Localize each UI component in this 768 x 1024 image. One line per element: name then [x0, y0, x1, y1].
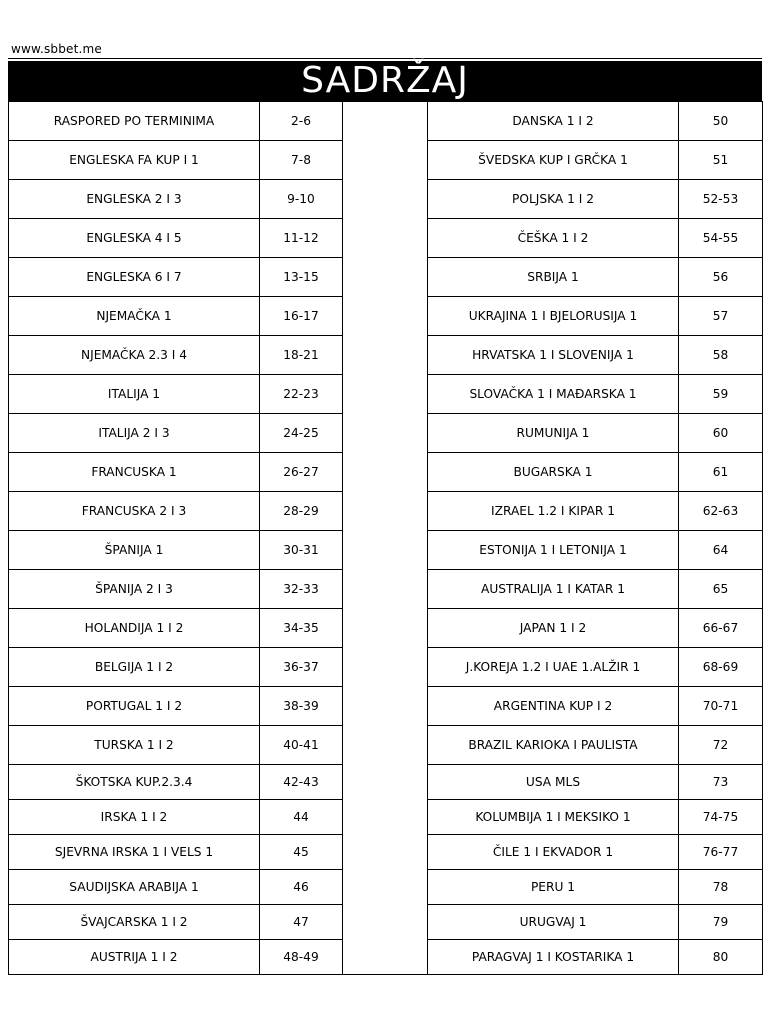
left-section-name: ENGLESKA 6 I 7 — [9, 258, 260, 297]
right-section-pages: 50 — [679, 102, 763, 141]
column-gap — [343, 453, 428, 492]
right-section-name: USA MLS — [428, 765, 679, 800]
column-gap — [343, 180, 428, 219]
table-row — [9, 726, 763, 765]
left-section-name: SAUDIJSKA ARABIJA 1 — [9, 870, 260, 905]
table-row — [9, 648, 763, 687]
left-section-name: ITALIJA 2 I 3 — [9, 414, 260, 453]
column-gap — [343, 219, 428, 258]
right-section-name: DANSKA 1 I 2 — [428, 102, 679, 141]
table-row — [9, 297, 763, 336]
left-section-name: ENGLESKA FA KUP I 1 — [9, 141, 260, 180]
column-gap — [343, 726, 428, 765]
column-gap — [343, 765, 428, 800]
contents-table-body — [9, 102, 763, 975]
left-section-pages: 28-29 — [260, 492, 343, 531]
left-section-name: ENGLESKA 2 I 3 — [9, 180, 260, 219]
right-section-pages: 73 — [679, 765, 763, 800]
right-section-name: ČEŠKA 1 I 2 — [428, 219, 679, 258]
right-section-name: PERU 1 — [428, 870, 679, 905]
right-section-pages: 70-71 — [679, 687, 763, 726]
table-row — [9, 102, 763, 141]
right-section-pages: 51 — [679, 141, 763, 180]
right-section-pages: 57 — [679, 297, 763, 336]
right-section-name: HRVATSKA 1 I SLOVENIJA 1 — [428, 336, 679, 375]
right-section-name: ESTONIJA 1 I LETONIJA 1 — [428, 531, 679, 570]
column-gap — [343, 687, 428, 726]
column-gap — [343, 609, 428, 648]
left-section-pages: 2-6 — [260, 102, 343, 141]
left-section-pages: 46 — [260, 870, 343, 905]
left-section-name: TURSKA 1 I 2 — [9, 726, 260, 765]
table-row — [9, 180, 763, 219]
right-section-name: UKRAJINA 1 I BJELORUSIJA 1 — [428, 297, 679, 336]
table-row — [9, 492, 763, 531]
right-section-pages: 58 — [679, 336, 763, 375]
right-section-name: SLOVAČKA 1 I MAĐARSKA 1 — [428, 375, 679, 414]
left-section-name: BELGIJA 1 I 2 — [9, 648, 260, 687]
left-section-pages: 34-35 — [260, 609, 343, 648]
right-section-name: IZRAEL 1.2 I KIPAR 1 — [428, 492, 679, 531]
left-section-name: NJEMAČKA 1 — [9, 297, 260, 336]
column-gap — [343, 570, 428, 609]
left-section-name: NJEMAČKA 2.3 I 4 — [9, 336, 260, 375]
right-section-name: SRBIJA 1 — [428, 258, 679, 297]
column-gap — [343, 375, 428, 414]
column-gap — [343, 258, 428, 297]
left-section-pages: 45 — [260, 835, 343, 870]
column-gap — [343, 297, 428, 336]
table-row — [9, 414, 763, 453]
table-row — [9, 219, 763, 258]
right-section-name: AUSTRALIJA 1 I KATAR 1 — [428, 570, 679, 609]
left-section-name: ŠKOTSKA KUP.2.3.4 — [9, 765, 260, 800]
right-section-pages: 65 — [679, 570, 763, 609]
table-row — [9, 375, 763, 414]
column-gap — [343, 905, 428, 940]
left-section-name: PORTUGAL 1 I 2 — [9, 687, 260, 726]
right-section-name: ŠVEDSKA KUP I GRČKA 1 — [428, 141, 679, 180]
left-section-name: ENGLESKA 4 I 5 — [9, 219, 260, 258]
contents-table — [8, 101, 763, 975]
left-section-name: ITALIJA 1 — [9, 375, 260, 414]
right-section-name: ČILE 1 I EKVADOR 1 — [428, 835, 679, 870]
right-section-name: PARAGVAJ 1 I KOSTARIKA 1 — [428, 940, 679, 975]
left-section-name: ŠPANIJA 2 I 3 — [9, 570, 260, 609]
table-row — [9, 687, 763, 726]
left-section-pages: 44 — [260, 800, 343, 835]
right-section-pages: 61 — [679, 453, 763, 492]
right-section-pages: 60 — [679, 414, 763, 453]
left-section-name: AUSTRIJA 1 I 2 — [9, 940, 260, 975]
right-section-pages: 68-69 — [679, 648, 763, 687]
column-gap — [343, 800, 428, 835]
right-section-name: BUGARSKA 1 — [428, 453, 679, 492]
column-gap — [343, 531, 428, 570]
left-section-pages: 24-25 — [260, 414, 343, 453]
right-section-pages: 76-77 — [679, 835, 763, 870]
column-gap — [343, 870, 428, 905]
right-section-pages: 54-55 — [679, 219, 763, 258]
right-section-pages: 79 — [679, 905, 763, 940]
right-section-name: URUGVAJ 1 — [428, 905, 679, 940]
right-section-name: KOLUMBIJA 1 I MEKSIKO 1 — [428, 800, 679, 835]
column-gap — [343, 940, 428, 975]
right-section-name: ARGENTINA KUP I 2 — [428, 687, 679, 726]
table-row — [9, 870, 763, 905]
right-section-pages: 72 — [679, 726, 763, 765]
right-section-name: POLJSKA 1 I 2 — [428, 180, 679, 219]
table-row — [9, 800, 763, 835]
left-section-pages: 47 — [260, 905, 343, 940]
column-gap — [343, 336, 428, 375]
table-row — [9, 905, 763, 940]
left-section-pages: 48-49 — [260, 940, 343, 975]
right-section-name: JAPAN 1 I 2 — [428, 609, 679, 648]
right-section-pages: 52-53 — [679, 180, 763, 219]
table-row — [9, 258, 763, 297]
left-section-name: SJEVRNA IRSKA 1 I VELS 1 — [9, 835, 260, 870]
table-row — [9, 141, 763, 180]
table-row — [9, 570, 763, 609]
left-section-pages: 7-8 — [260, 141, 343, 180]
left-section-pages: 16-17 — [260, 297, 343, 336]
table-row — [9, 940, 763, 975]
header-divider — [8, 58, 762, 59]
left-section-pages: 38-39 — [260, 687, 343, 726]
right-section-pages: 74-75 — [679, 800, 763, 835]
right-section-pages: 56 — [679, 258, 763, 297]
table-row — [9, 336, 763, 375]
table-row — [9, 453, 763, 492]
table-row — [9, 765, 763, 800]
page-title: SADRŽAJ — [8, 61, 762, 101]
right-section-pages: 62-63 — [679, 492, 763, 531]
site-url: www.sbbet.me — [11, 42, 103, 56]
left-section-name: IRSKA 1 I 2 — [9, 800, 260, 835]
left-section-pages: 11-12 — [260, 219, 343, 258]
left-section-pages: 42-43 — [260, 765, 343, 800]
left-section-pages: 18-21 — [260, 336, 343, 375]
column-gap — [343, 492, 428, 531]
table-row — [9, 609, 763, 648]
left-section-name: FRANCUSKA 2 I 3 — [9, 492, 260, 531]
left-section-pages: 32-33 — [260, 570, 343, 609]
right-section-pages: 66-67 — [679, 609, 763, 648]
left-section-pages: 40-41 — [260, 726, 343, 765]
left-section-pages: 9-10 — [260, 180, 343, 219]
left-section-pages: 36-37 — [260, 648, 343, 687]
left-section-name: RASPORED PO TERMINIMA — [9, 102, 260, 141]
right-section-pages: 59 — [679, 375, 763, 414]
column-gap — [343, 102, 428, 141]
column-gap — [343, 835, 428, 870]
left-section-name: FRANCUSKA 1 — [9, 453, 260, 492]
left-section-pages: 22-23 — [260, 375, 343, 414]
column-gap — [343, 648, 428, 687]
right-section-name: J.KOREJA 1.2 I UAE 1.ALŽIR 1 — [428, 648, 679, 687]
right-section-name: RUMUNIJA 1 — [428, 414, 679, 453]
left-section-pages: 30-31 — [260, 531, 343, 570]
left-section-name: HOLANDIJA 1 I 2 — [9, 609, 260, 648]
table-row — [9, 531, 763, 570]
left-section-pages: 26-27 — [260, 453, 343, 492]
column-gap — [343, 141, 428, 180]
left-section-pages: 13-15 — [260, 258, 343, 297]
right-section-name: BRAZIL KARIOKA I PAULISTA — [428, 726, 679, 765]
right-section-pages: 64 — [679, 531, 763, 570]
table-row — [9, 835, 763, 870]
left-section-name: ŠVAJCARSKA 1 I 2 — [9, 905, 260, 940]
column-gap — [343, 414, 428, 453]
right-section-pages: 80 — [679, 940, 763, 975]
right-section-pages: 78 — [679, 870, 763, 905]
left-section-name: ŠPANIJA 1 — [9, 531, 260, 570]
